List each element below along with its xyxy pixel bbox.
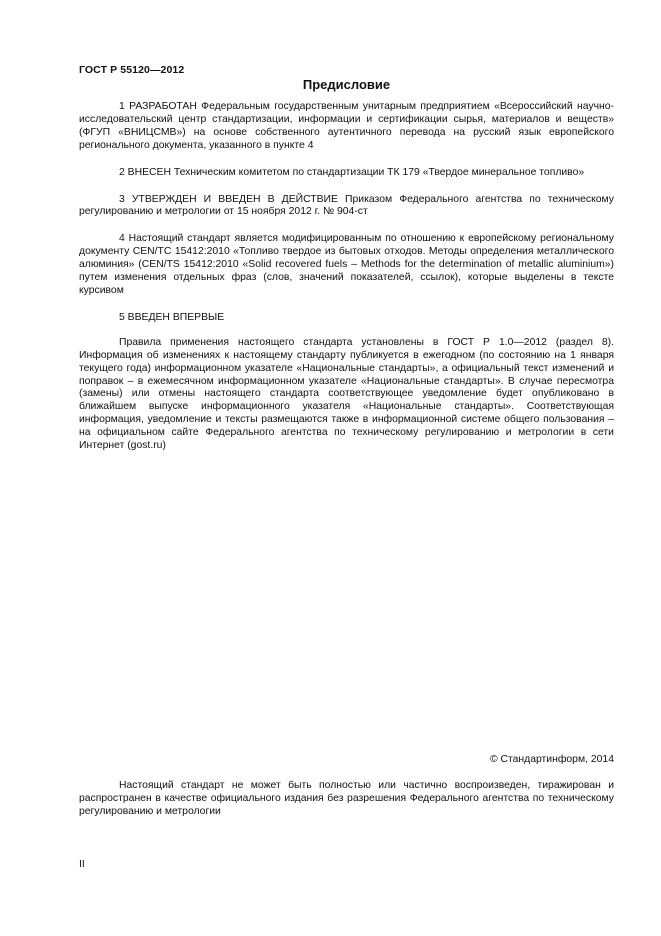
page-number: II (79, 859, 85, 870)
paragraph-introduced-first: 5 ВВЕДЕН ВПЕРВЫЕ (119, 311, 225, 323)
page-title: Предисловие (302, 77, 391, 92)
paragraph-application-rules: Правила применения настоящего стандарта установлены в ГОСТ Р 1.0—2012 (раздел 8). Информация об изменениях к настоящему стандарту публикуется в ежегодном (по состоянию на 1 января текущего года) информационном указателе «Национальные стандарты», а официальный текст изменений и поправок – в ежемесячном информационном указателе «Национальные стандарты». В случае пересмотра (замены) или отмены настоящего стандарта соответствующее уведомление будет опубликовано в ближайшем выпуске информационного указателя «Национальные стандарты». Соответствующая информация, уведомление и тексты размещаются также в информационной системе общего пользования – на официальном сайте Федерального агентства по техническому регулированию и метрологии в сети Интернет (gost.ru) (79, 336, 614, 452)
paragraph-submitted-by: 2 ВНЕСЕН Техническим комитетом по стандартизации ТК 179 «Твердое минеральное топливо» (119, 166, 585, 178)
copyright-line: © Стандартинформ, 2014 (489, 754, 614, 765)
paragraph-approved: 3 УТВЕРЖДЕН И ВВЕДЕН В ДЕЙСТВИЕ Приказом Федерального агентства по техническому регулированию и метрологии от 15 ноября 2012 г. № 904-ст (79, 193, 614, 218)
reproduction-notice: Настоящий стандарт не может быть полностью или частично воспроизведен, тиражирован и распространен в качестве официального издания без разрешения Федерального агентства по техническому регулированию и метрологии (79, 780, 614, 817)
paragraph-modification: 4 Настоящий стандарт является модифицированным по отношению к европейскому региональному документу CEN/TC 15412:2010 «Топливо твердое из бытовых отходов. Методы определения металлического алюминия» (CEN/TS 15412:2010 «Solid recovered fuels – Methods for the determination of metallic aluminium») путем изменения отдельных фраз (слов, значений показателей, ссылок), которые выделены в тексте курсивом (79, 233, 614, 296)
foreword-body (79, 101, 614, 467)
document-code: ГОСТ Р 55120—2012 (79, 64, 185, 76)
paragraph-developed-by: 1 РАЗРАБОТАН Федеральным государственным унитарным предприятием «Всероссийский научно-исследовательский центр стандартизации, информации и сертификации сырья, материалов и веществ» (ФГУП «ВНИЦСМВ») на основе собственного аутентичного перевода на русский язык европейского регионального документа, указанного в пункте 4 (79, 101, 614, 151)
